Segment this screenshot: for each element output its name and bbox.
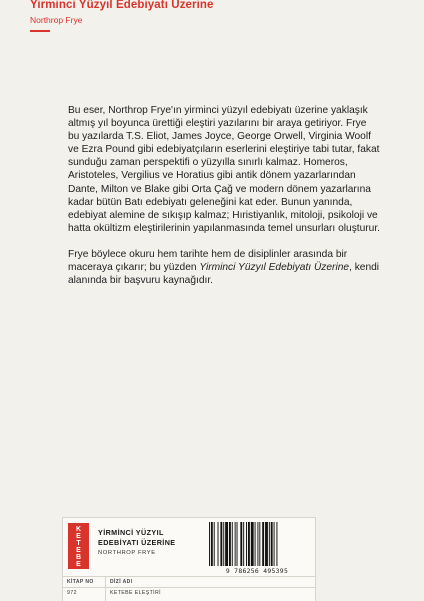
kitap-no-label: KİTAP NO (67, 579, 94, 585)
card-title-line-2: EDEBİYATI ÜZERİNE (98, 537, 176, 547)
blurb-p2-book-title: Yirminci Yüzyıl Edebiyatı Üzerine (199, 262, 350, 274)
blurb-paragraph-2 (68, 248, 380, 287)
logo-letter: E (76, 561, 81, 568)
logo-letter: K (75, 526, 82, 533)
blurb (68, 104, 380, 300)
book-info-card (62, 517, 316, 601)
card-column-divider (105, 576, 106, 601)
barcode-number: 9 786256 495395 (225, 567, 289, 575)
logo-letter: B (75, 554, 82, 561)
header-author: Northrop Frye (30, 15, 83, 25)
kitap-no-value: 972 (67, 590, 77, 596)
card-title-line-1: YİRMİNCİ YÜZYIL (98, 528, 164, 537)
logo-letter: E (76, 533, 81, 540)
card-book-author: NORTHROP FRYE (98, 550, 156, 556)
ketebe-logo (68, 523, 89, 569)
header-rule (30, 30, 50, 32)
blurb-paragraph-1: Bu eser, Northrop Frye'ın yirminci yüzyıl edebiyatı üzerine yaklaşık altmış yıl boyunca ürettiği eleştiri yazılarını bir araya getiriyor. Frye bu yazılarda T.S. Eliot, James Joyce, George Orwell, Virginia Woolf ve Ezra Pound gibi edebiyatçıların eserlerini eleştiriye tabi tutar, fakat sunduğu zaman perspektifi o yüzyılla sınırlı kalmaz. Homeros, Aristoteles, Vergilius ve Horatius gibi antik dönem yazarlarından Dante, Milton ve Blake gibi Orta Çağ ve modern dönem yazarlarına kadar bütün Batı edebiyatı geleneğini kat eder. Bunun yanında, edebiyat alemine de sıkışıp kalmaz; Hıristiyanlık, mitoloji, psikoloji ve hatta okültizm eleştirilerinin yapılanmasında temel unsurları oluşturur. (68, 105, 380, 234)
blurb-p2-start: Frye böylece okuru hem tarihte hem de disiplinler arasında bir maceraya çıkarır; bu yüzden (68, 248, 348, 274)
barcode-icon (207, 522, 307, 566)
blurb-p2-end: , kendi alanında bir başvuru kaynağıdır. (68, 262, 380, 287)
card-book-title (98, 528, 176, 547)
dizi-adi-value: KETEBE ELEŞTİRİ (110, 590, 161, 596)
card-divider (63, 587, 315, 588)
logo-letter: E (76, 547, 81, 554)
logo-letter: T (76, 540, 81, 547)
card-divider (63, 576, 315, 577)
header-title: Yirminci Yüzyıl Edebiyatı Üzerine (30, 0, 214, 11)
dizi-adi-label: DİZİ ADI (110, 579, 133, 585)
